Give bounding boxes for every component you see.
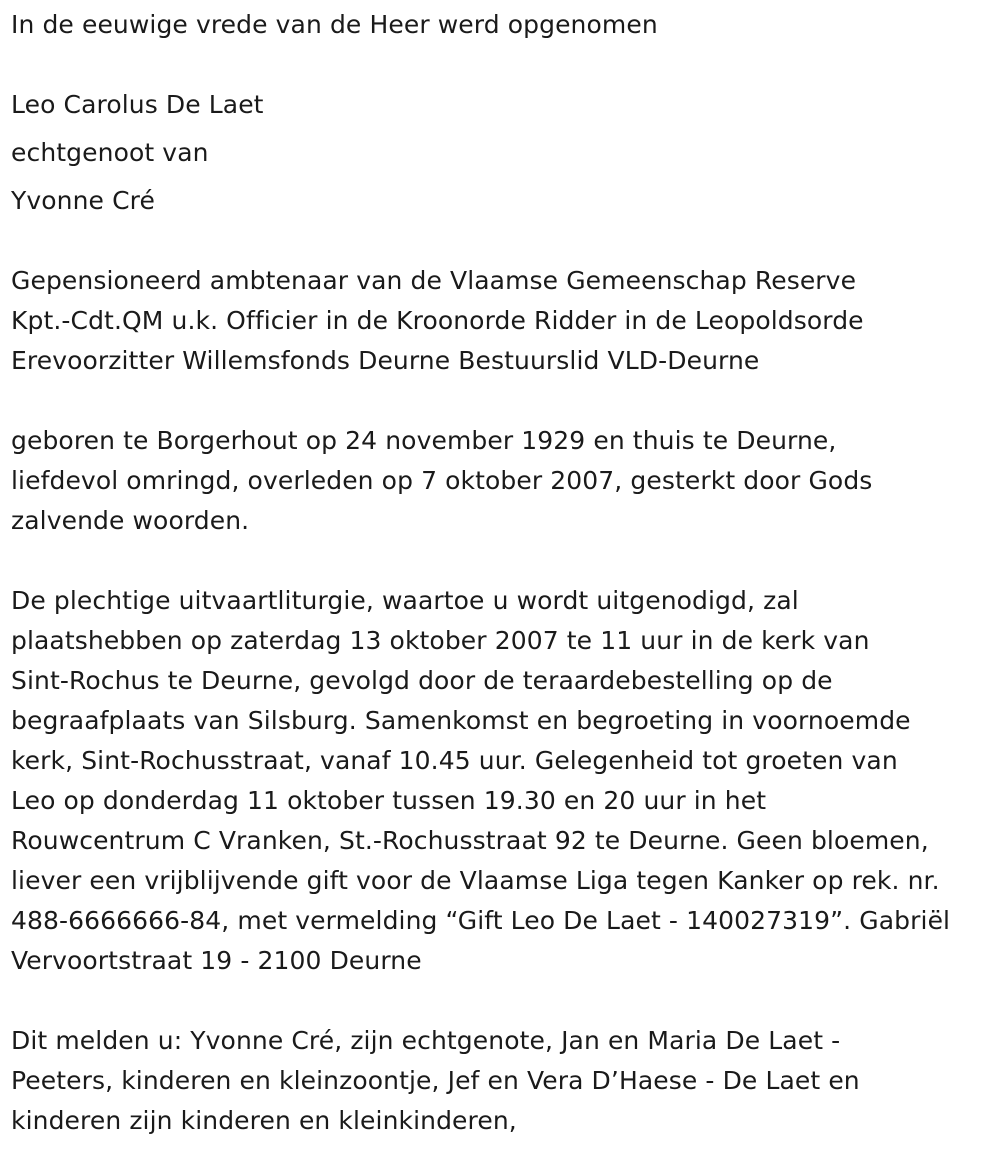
funeral-line: Sint-Rochus te Deurne, gevolgd door de teraardebestelling op de — [11, 666, 833, 695]
funeral-line: begraafplaats van Silsburg. Samenkomst en begroeting in voornoemde — [11, 706, 911, 735]
deceased-name: Leo Carolus De Laet — [11, 90, 264, 119]
intro-line: In de eeuwige vrede van de Heer werd opgenomen — [11, 10, 658, 39]
announcers-line: kinderen zijn kinderen en kleinkinderen, — [11, 1106, 517, 1135]
birth-death-line: zalvende woorden. — [11, 506, 250, 535]
titles-line: Kpt.-Cdt.QM u.k. Officier in de Kroonorde Ridder in de Leopoldsorde — [11, 306, 864, 335]
funeral-line: Rouwcentrum C Vranken, St.-Rochusstraat 92 te Deurne. Geen bloemen, — [11, 826, 929, 855]
spouse-name: Yvonne Cré — [11, 186, 155, 215]
announcers-line: Peeters, kinderen en kleinzoontje, Jef en Vera D’Haese - De Laet en — [11, 1066, 860, 1095]
funeral-line: 488-6666666-84, met vermelding “Gift Leo De Laet - 140027319”. Gabriël — [11, 906, 951, 935]
funeral-line: plaatshebben op zaterdag 13 oktober 2007 te 11 uur in de kerk van — [11, 626, 870, 655]
funeral-line: Vervoortstraat 19 - 2100 Deurne — [11, 946, 422, 975]
titles-line: Erevoorzitter Willemsfonds Deurne Bestuurslid VLD-Deurne — [11, 346, 760, 375]
funeral-line: Leo op donderdag 11 oktober tussen 19.30 en 20 uur in het — [11, 786, 767, 815]
birth-death-line: liefdevol omringd, overleden op 7 oktober 2007, gesterkt door Gods — [11, 466, 873, 495]
funeral-line: De plechtige uitvaartliturgie, waartoe u wordt uitgenodigd, zal — [11, 586, 799, 615]
announcers-line: Dit melden u: Yvonne Cré, zijn echtgenote, Jan en Maria De Laet - — [11, 1026, 841, 1055]
spouse-prefix: echtgenoot van — [11, 138, 209, 167]
titles-line: Gepensioneerd ambtenaar van de Vlaamse Gemeenschap Reserve — [11, 266, 857, 295]
birth-death-line: geboren te Borgerhout op 24 november 1929 en thuis te Deurne, — [11, 426, 837, 455]
funeral-line: kerk, Sint-Rochusstraat, vanaf 10.45 uur. Gelegenheid tot groeten van — [11, 746, 898, 775]
funeral-line: liever een vrijblijvende gift voor de Vlaamse Liga tegen Kanker op rek. nr. — [11, 866, 940, 895]
